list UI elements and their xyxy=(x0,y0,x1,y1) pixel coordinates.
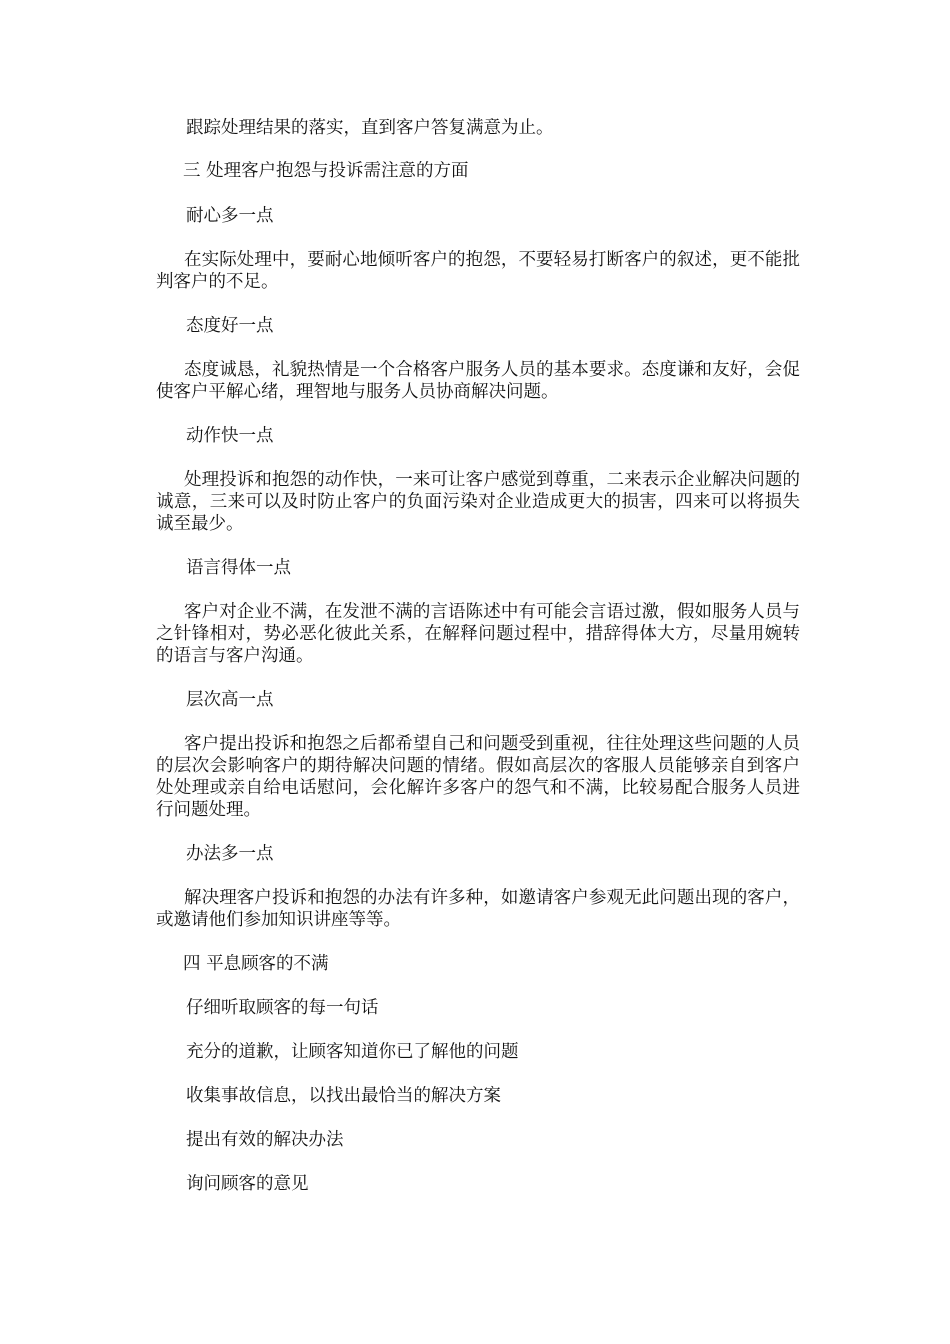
subheading: 办法多一点 xyxy=(186,844,274,864)
list-item: 询问顾客的意见 xyxy=(186,1174,309,1194)
body-paragraph: 解决理客户投诉和抱怨的办法有许多种，如邀请客户参观无此问题出现的客户，或邀请他们参加知识讲座等等。 xyxy=(156,888,800,930)
body-paragraph: 处理投诉和抱怨的动作快，一来可让客户感觉到尊重，二来表示企业解决问题的诚意，三来可以及时防止客户的负面污染对企业造成更大的损害，四来可以将损失诚至最少。 xyxy=(156,470,800,534)
item-line: 跟踪处理结果的落实，直到客户答复满意为止。 xyxy=(186,118,554,138)
body-paragraph: 客户对企业不满，在发泄不满的言语陈述中有可能会言语过激，假如服务人员与之针锋相对，势必恶化彼此关系，在解释问题过程中，措辞得体大方，尽量用婉转的语言与客户沟通。 xyxy=(156,602,800,666)
subheading: 动作快一点 xyxy=(186,426,274,446)
subheading: 耐心多一点 xyxy=(186,206,274,226)
section-heading: 三 处理客户抱怨与投诉需注意的方面 xyxy=(183,161,469,181)
body-paragraph: 态度诚恳，礼貌热情是一个合格客户服务人员的基本要求。态度谦和友好，会促使客户平解心绪，理智地与服务人员协商解决问题。 xyxy=(156,360,800,402)
list-item: 收集事故信息，以找出最恰当的解决方案 xyxy=(186,1086,501,1106)
subheading: 态度好一点 xyxy=(186,316,274,336)
subheading: 层次高一点 xyxy=(186,690,274,710)
list-item: 充分的道歉，让顾客知道你已了解他的问题 xyxy=(186,1042,519,1062)
subheading: 语言得体一点 xyxy=(186,558,291,578)
body-paragraph: 在实际处理中，要耐心地倾听客户的抱怨，不要轻易打断客户的叙述，更不能批判客户的不足。 xyxy=(156,250,800,292)
list-item: 仔细听取顾客的每一句话 xyxy=(186,998,379,1018)
body-paragraph: 客户提出投诉和抱怨之后都希望自己和问题受到重视，往往处理这些问题的人员的层次会影响客户的期待解决问题的情绪。假如高层次的客服人员能够亲自到客户处处理或亲自给电话慰问，会化解许多客户的怨气和不满，比较易配合服务人员进行问题处理。 xyxy=(156,734,800,820)
section-heading: 四 平息顾客的不满 xyxy=(183,954,329,974)
list-item: 提出有效的解决办法 xyxy=(186,1130,344,1150)
